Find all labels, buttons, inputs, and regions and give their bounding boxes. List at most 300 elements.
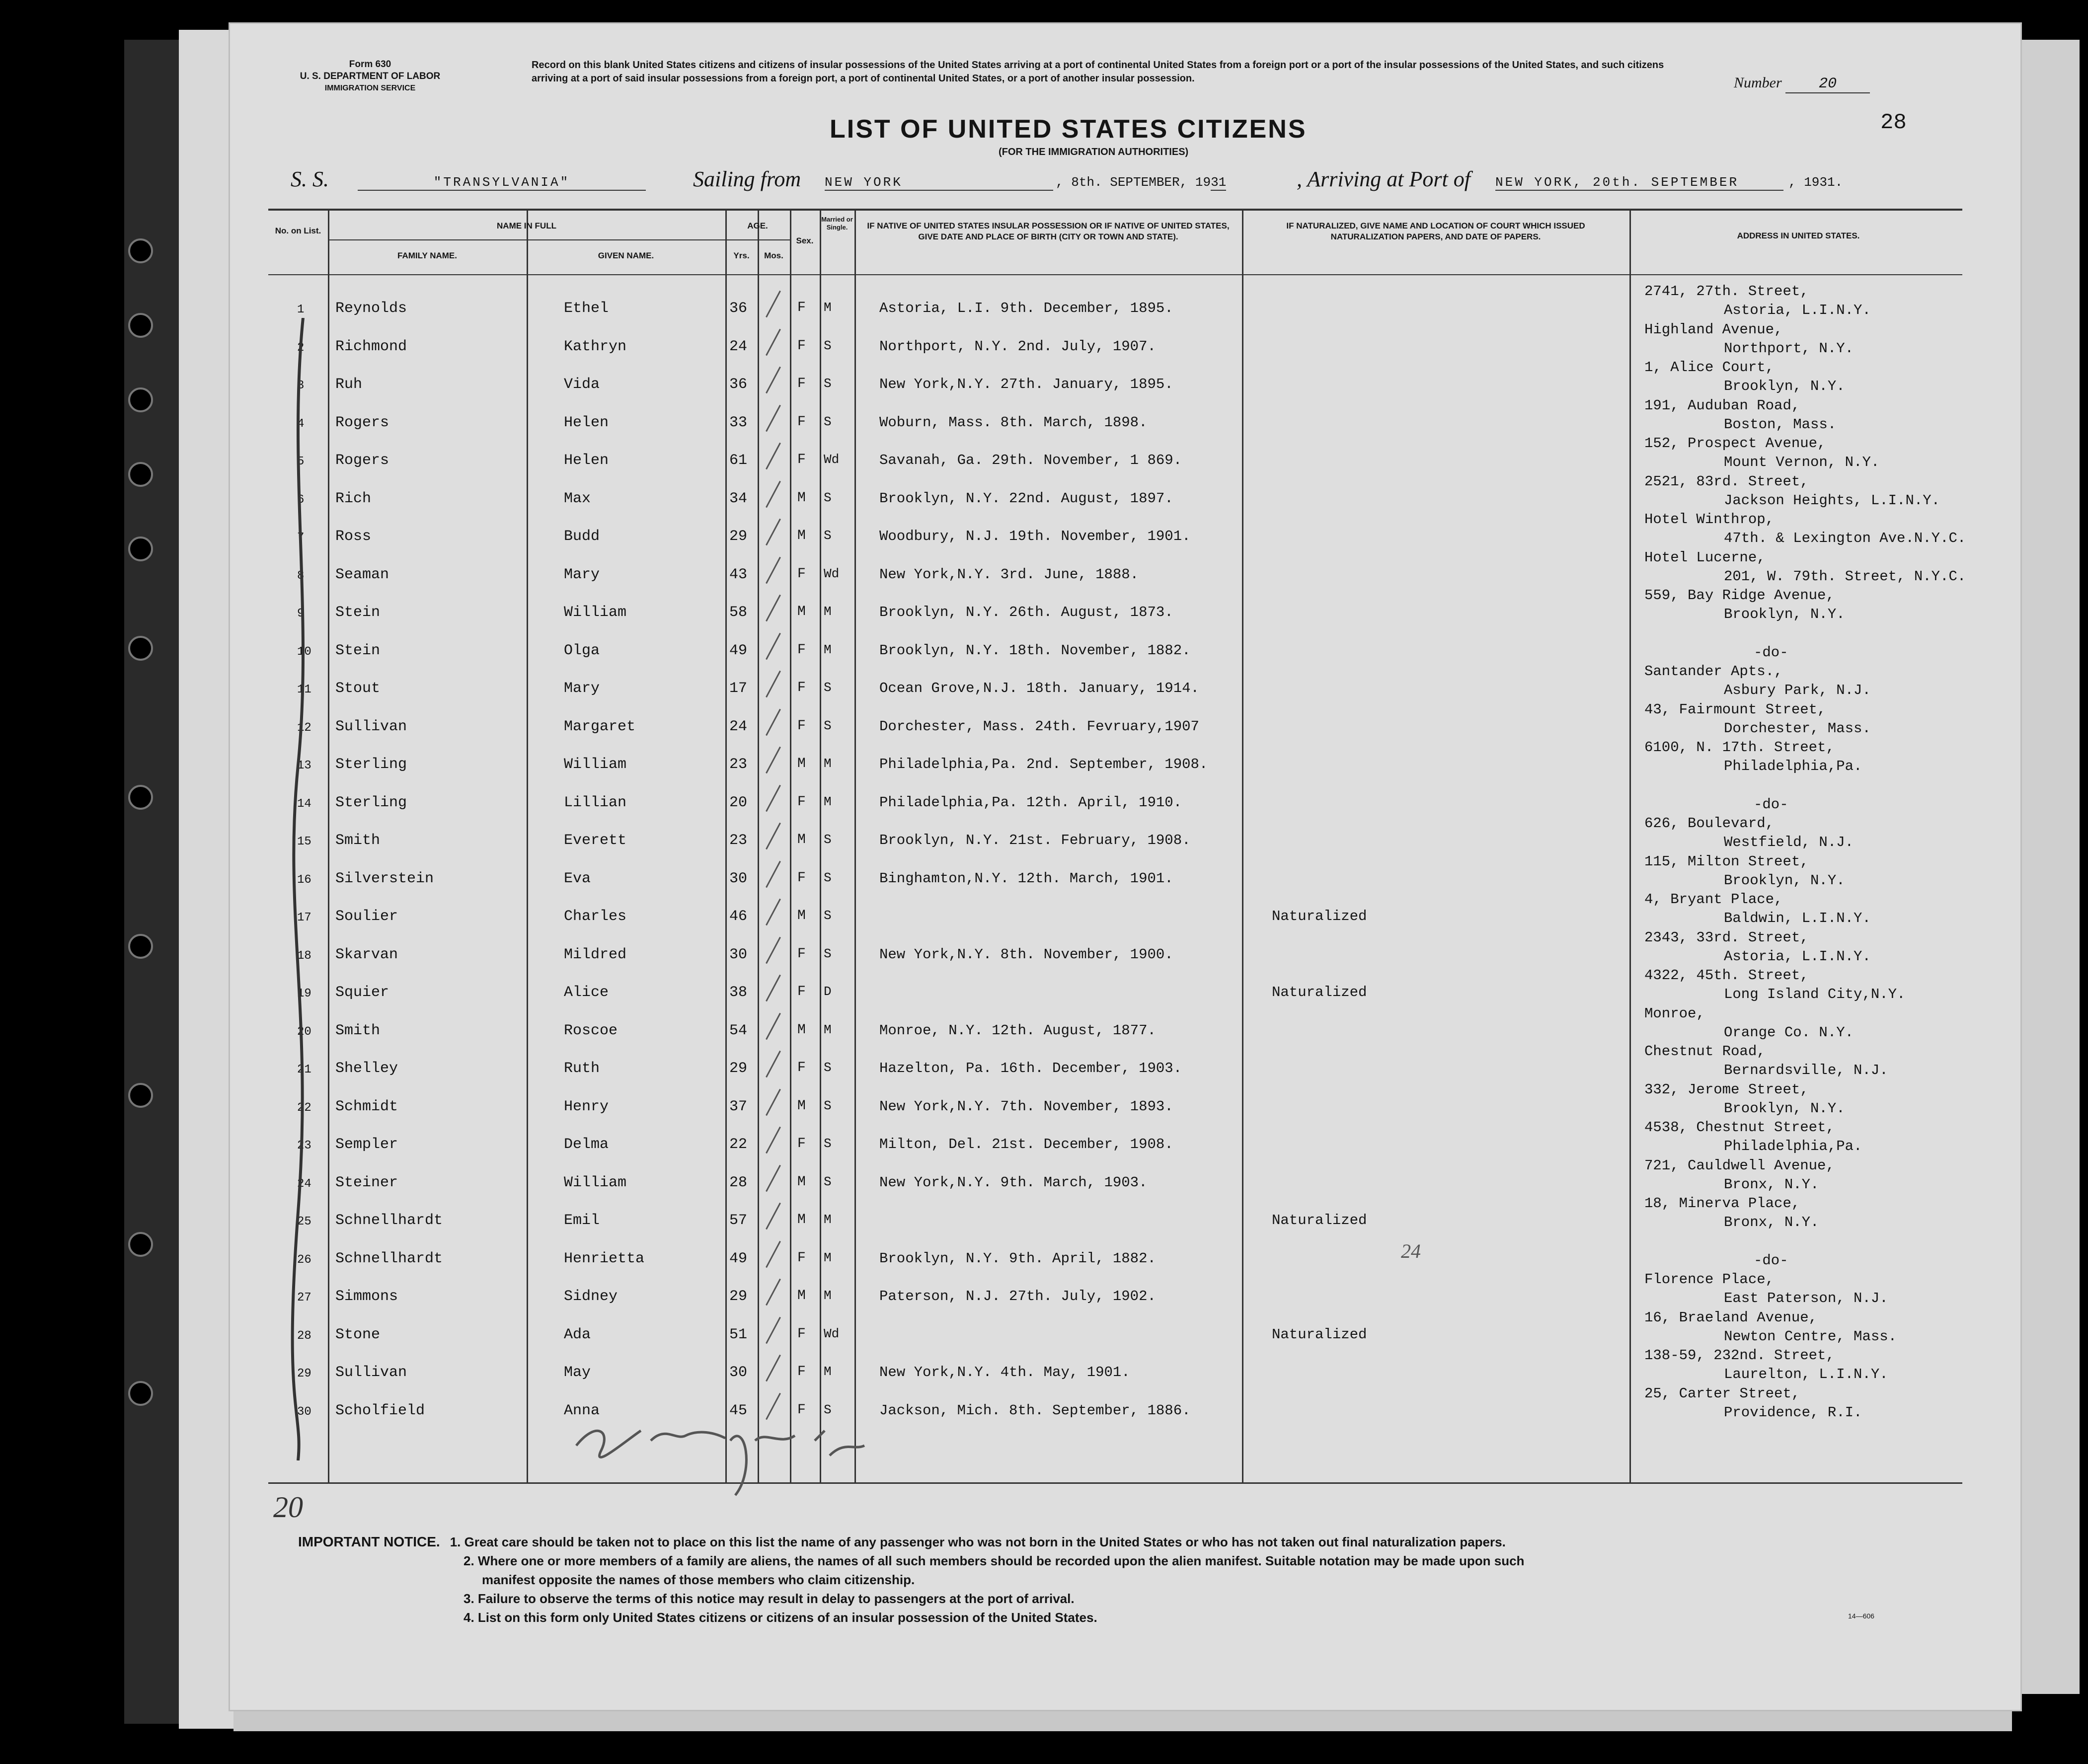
row-number: 7 xyxy=(297,531,305,544)
col-no: No. on List. xyxy=(275,226,321,235)
age-years: 46 xyxy=(729,908,748,925)
page-stack-bottom xyxy=(233,1711,2012,1731)
marital-status: M xyxy=(824,642,832,657)
given-name: Ethel xyxy=(564,300,609,317)
address-line-1: 1, Alice Court, xyxy=(1644,359,1775,376)
family-name: Schnellhardt xyxy=(335,1212,443,1229)
punch-hole xyxy=(128,636,153,661)
given-name: Olga xyxy=(564,642,600,659)
check-mark xyxy=(766,784,781,811)
birthplace-date: Milton, Del. 21st. December, 1908. xyxy=(879,1136,1173,1152)
print-code: 14—606 xyxy=(1848,1612,1874,1620)
sex: F xyxy=(797,1364,806,1380)
address-line-2: Brooklyn, N.Y. xyxy=(1724,378,1845,394)
address-line-2: Newton Centre, Mass. xyxy=(1724,1328,1897,1345)
age-years: 24 xyxy=(729,718,748,735)
address-line-1: 115, Milton Street, xyxy=(1644,853,1809,870)
check-mark xyxy=(766,480,781,507)
address-line-1: 332, Jerome Street, xyxy=(1644,1081,1809,1098)
address-line-2: Long Island City,N.Y. xyxy=(1724,986,1906,1002)
family-name: Schmidt xyxy=(335,1098,398,1115)
marital-status: D xyxy=(824,984,832,999)
age-years: 51 xyxy=(729,1326,748,1343)
arrival-year: , 1931. xyxy=(1788,175,1843,190)
address-line-2: Bronx, N.Y. xyxy=(1724,1214,1819,1230)
family-name: Stone xyxy=(335,1326,381,1343)
address-line-2: 201, W. 79th. Street, N.Y.C. xyxy=(1724,568,1966,585)
birthplace-date: Brooklyn, N.Y. 18th. November, 1882. xyxy=(879,642,1191,659)
marital-status: S xyxy=(824,338,832,353)
col-married: Married or Single. xyxy=(821,216,853,231)
sex: F xyxy=(797,300,806,315)
check-mark xyxy=(766,1316,781,1343)
age-years: 23 xyxy=(729,756,748,773)
birthplace-date: Binghamton,N.Y. 12th. March, 1901. xyxy=(879,870,1173,887)
given-name: Mildred xyxy=(564,946,627,963)
age-years: 38 xyxy=(729,984,748,1001)
row-number: 28 xyxy=(297,1329,311,1343)
birthplace-date: New York,N.Y. 9th. March, 1903. xyxy=(879,1174,1148,1191)
row-number: 24 xyxy=(297,1177,311,1191)
check-mark xyxy=(766,519,781,545)
given-name: Roscoe xyxy=(564,1022,618,1039)
check-mark xyxy=(766,291,781,317)
given-name: Charles xyxy=(564,908,627,925)
age-years: 29 xyxy=(729,1288,748,1305)
marital-status: S xyxy=(824,870,832,885)
check-mark xyxy=(766,1164,781,1191)
row-number: 22 xyxy=(297,1101,311,1115)
punch-hole xyxy=(128,934,153,959)
service: IMMIGRATION SERVICE xyxy=(324,84,416,92)
arriving-label: , Arriving at Port of xyxy=(1297,167,1470,191)
family-name: Scholfield xyxy=(335,1402,425,1419)
marital-status: S xyxy=(824,1098,832,1113)
punch-hole xyxy=(128,785,153,810)
row-number: 4 xyxy=(297,417,305,431)
table-row xyxy=(268,1235,1962,1273)
family-name: Smith xyxy=(335,1022,381,1039)
address-line-1: Highland Avenue, xyxy=(1644,321,1783,338)
punch-hole xyxy=(128,387,153,412)
birthplace-date: Paterson, N.J. 27th. July, 1902. xyxy=(879,1288,1156,1304)
table-row xyxy=(268,1007,1962,1045)
sex: F xyxy=(797,946,806,962)
family-name: Smith xyxy=(335,832,381,849)
sex: F xyxy=(797,870,806,886)
family-name: Simmons xyxy=(335,1288,398,1305)
address-line-1: 18, Minerva Place, xyxy=(1644,1195,1800,1212)
sex: M xyxy=(797,1174,806,1190)
sex: F xyxy=(797,566,806,582)
sex: F xyxy=(797,376,806,391)
sex: M xyxy=(797,1212,806,1227)
naturalization: Naturalized xyxy=(1272,984,1367,1000)
marital-status: S xyxy=(824,490,832,505)
table-row xyxy=(268,1349,1962,1387)
age-years: 29 xyxy=(729,1060,748,1077)
address-line-2: Astoria, L.I.N.Y. xyxy=(1724,302,1871,318)
given-name: Budd xyxy=(564,528,600,545)
address-line-1: 4, Bryant Place, xyxy=(1644,891,1783,908)
age-years: 34 xyxy=(729,490,748,507)
page-number: 28 xyxy=(1880,110,1907,135)
age-years: 30 xyxy=(729,870,748,887)
row-number: 2 xyxy=(297,341,305,355)
check-mark xyxy=(766,1203,781,1229)
marital-status: S xyxy=(824,376,832,391)
marital-status: S xyxy=(824,1402,832,1417)
family-name: Reynolds xyxy=(335,300,407,317)
row-number: 11 xyxy=(297,683,311,696)
page-subtitle: (FOR THE IMMIGRATION AUTHORITIES) xyxy=(999,147,1189,157)
row-number: 8 xyxy=(297,569,305,583)
family-name: Seaman xyxy=(335,566,389,583)
naturalization: Naturalized xyxy=(1272,1326,1367,1343)
marital-status: S xyxy=(824,832,832,847)
marital-status: M xyxy=(824,1212,832,1227)
number-field xyxy=(1734,75,1870,93)
table-row xyxy=(268,399,1962,437)
family-name: Sullivan xyxy=(335,1364,407,1381)
address-line-2: Dorchester, Mass. xyxy=(1724,720,1871,737)
row-number: 5 xyxy=(297,455,305,468)
col-birth: IF NATIVE OF UNITED STATES INSULAR POSSESSION OR IF NATIVE OF UNITED STATES, GIVE DATE AND PLACE OF BIRTH (CITY OR TOWN AND STATE). xyxy=(867,221,1230,241)
address-line-2: Mount Vernon, N.Y. xyxy=(1724,454,1880,470)
family-name: Steiner xyxy=(335,1174,398,1191)
check-mark xyxy=(766,404,781,431)
marital-status: M xyxy=(824,300,832,315)
age-years: 45 xyxy=(729,1402,748,1419)
given-name: Henry xyxy=(564,1098,609,1115)
row-number: 1 xyxy=(297,303,305,316)
number-value: 20 xyxy=(1785,76,1870,93)
naturalization: Naturalized xyxy=(1272,1212,1367,1228)
address-line-1: 191, Auduban Road, xyxy=(1644,397,1800,414)
row-number: 15 xyxy=(297,835,311,848)
sail-year-suffix: 31 xyxy=(1211,175,1227,190)
birthplace-date: Woodbury, N.J. 19th. November, 1901. xyxy=(879,528,1191,544)
age-years: 17 xyxy=(729,680,748,697)
birthplace-date: Jackson, Mich. 8th. September, 1886. xyxy=(879,1402,1191,1419)
table-row xyxy=(268,1273,1962,1311)
table-row xyxy=(268,855,1962,893)
row-number: 29 xyxy=(297,1367,311,1381)
birthplace-date: New York,N.Y. 27th. January, 1895. xyxy=(879,376,1173,392)
sex: F xyxy=(797,1326,806,1342)
col-given-name: GIVEN NAME. xyxy=(598,251,654,260)
family-name: Stein xyxy=(335,604,381,621)
age-years: 30 xyxy=(729,946,748,963)
birthplace-date: Dorchester, Mass. 24th. Fevruary,1907 xyxy=(879,718,1199,735)
birthplace-date: New York,N.Y. 8th. November, 1900. xyxy=(879,946,1173,963)
check-mark xyxy=(766,595,781,621)
address-line-1: 25, Carter Street, xyxy=(1644,1385,1800,1402)
given-name: William xyxy=(564,1174,627,1191)
table-row xyxy=(268,1387,1962,1425)
age-years: 58 xyxy=(729,604,748,621)
sex: F xyxy=(797,1060,806,1075)
birthplace-date: Brooklyn, N.Y. 9th. April, 1882. xyxy=(879,1250,1156,1267)
given-name: Margaret xyxy=(564,718,636,735)
check-mark xyxy=(766,975,781,1001)
address-line-2: Bronx, N.Y. xyxy=(1724,1176,1819,1193)
address-line-2: Baldwin, L.I.N.Y. xyxy=(1724,910,1871,926)
given-name: Helen xyxy=(564,452,609,469)
table-row xyxy=(268,893,1962,931)
sex: F xyxy=(797,414,806,430)
given-name: Max xyxy=(564,490,591,507)
row-number: 12 xyxy=(297,721,311,735)
check-mark xyxy=(766,860,781,887)
check-mark xyxy=(766,823,781,849)
table-row xyxy=(268,741,1962,779)
family-name: Soulier xyxy=(335,908,398,925)
age-years: 36 xyxy=(729,376,748,393)
given-name: Everett xyxy=(564,832,627,849)
address-line-2: Brooklyn, N.Y. xyxy=(1724,872,1845,889)
age-years: 28 xyxy=(729,1174,748,1191)
row-number: 21 xyxy=(297,1063,311,1076)
notice-heading: IMPORTANT NOTICE. xyxy=(298,1534,440,1549)
address-line-2: Brooklyn, N.Y. xyxy=(1724,606,1845,622)
birthplace-date: New York,N.Y. 3rd. June, 1888. xyxy=(879,566,1139,583)
notice-item-2: 2. Where one or more members of a family are aliens, the names of all such members should be recorded upon the alien manifest. Suitable notation may be made upon such xyxy=(464,1553,1525,1568)
check-mark xyxy=(766,671,781,697)
sex: M xyxy=(797,1022,806,1038)
address-line-2: Philadelphia,Pa. xyxy=(1724,1138,1862,1154)
departure-port: NEW YORK xyxy=(825,175,1053,191)
sailing-label: Sailing from xyxy=(693,167,801,191)
notice-item-3: 3. Failure to observe the terms of this notice may result in delay to passengers at the port of arrival. xyxy=(464,1591,1075,1606)
age-years: 23 xyxy=(729,832,748,849)
family-name: Schnellhardt xyxy=(335,1250,443,1267)
table-row xyxy=(268,779,1962,817)
marital-status: S xyxy=(824,908,832,923)
given-name: Mary xyxy=(564,680,600,697)
birthplace-date: Philadelphia,Pa. 12th. April, 1910. xyxy=(879,794,1182,811)
address-line-1: Florence Place, xyxy=(1644,1271,1775,1288)
sex: F xyxy=(797,1250,806,1266)
sail-date-text: , 8th. SEPTEMBER, 19 xyxy=(1056,175,1211,190)
given-name: Eva xyxy=(564,870,591,887)
age-years: 33 xyxy=(729,414,748,431)
sex: F xyxy=(797,642,806,658)
address-line-1: Chestnut Road, xyxy=(1644,1043,1766,1060)
age-years: 36 xyxy=(729,300,748,317)
punch-hole xyxy=(128,1083,153,1108)
birthplace-date: Monroe, N.Y. 12th. August, 1877. xyxy=(879,1022,1156,1039)
marital-status: S xyxy=(824,1136,832,1151)
table-row xyxy=(268,1083,1962,1121)
address-line-2: -do- xyxy=(1754,796,1788,813)
address-line-1: Hotel Lucerne, xyxy=(1644,549,1766,566)
row-number: 25 xyxy=(297,1215,311,1228)
marital-status: M xyxy=(824,1022,832,1037)
age-years: 24 xyxy=(729,338,748,355)
sex: M xyxy=(797,756,806,771)
marital-status: M xyxy=(824,794,832,809)
table-row xyxy=(268,323,1962,361)
binder-edge xyxy=(179,30,233,1729)
given-name: Delma xyxy=(564,1136,609,1153)
sex: M xyxy=(797,490,806,506)
sail-date xyxy=(1056,175,1226,191)
table-row xyxy=(268,817,1962,855)
table-row xyxy=(268,1045,1962,1083)
birthplace-date: Brooklyn, N.Y. 22nd. August, 1897. xyxy=(879,490,1173,507)
given-name: William xyxy=(564,604,627,621)
birthplace-date: Northport, N.Y. 2nd. July, 1907. xyxy=(879,338,1156,355)
check-mark xyxy=(766,1012,781,1039)
punch-hole xyxy=(128,462,153,487)
marital-status: S xyxy=(824,414,832,429)
row-number: 6 xyxy=(297,493,305,507)
row-number: 27 xyxy=(297,1291,311,1304)
address-line-2: Northport, N.Y. xyxy=(1724,340,1854,357)
ship-name: "TRANSYLVANIA" xyxy=(358,175,646,191)
punch-hole xyxy=(128,1232,153,1257)
address-line-2: -do- xyxy=(1754,644,1788,661)
given-name: Vida xyxy=(564,376,600,393)
check-mark xyxy=(766,708,781,735)
check-mark xyxy=(766,1279,781,1305)
address-line-2: -do- xyxy=(1754,1252,1788,1269)
number-label: Number xyxy=(1734,75,1782,91)
row-number: 18 xyxy=(297,949,311,963)
address-line-1: Hotel Winthrop, xyxy=(1644,511,1775,528)
sex: F xyxy=(797,1402,806,1418)
row-number: 26 xyxy=(297,1253,311,1267)
margin-pen-marks xyxy=(268,318,338,1460)
table-row xyxy=(268,1121,1962,1159)
col-yrs: Yrs. xyxy=(733,251,750,260)
marital-status: Wd xyxy=(824,452,840,467)
table-row xyxy=(268,437,1962,475)
address-line-1: 2741, 27th. Street, xyxy=(1644,283,1809,300)
address-line-2: Laurelton, L.I.N.Y. xyxy=(1724,1366,1888,1382)
birthplace-date: New York,N.Y. 7th. November, 1893. xyxy=(879,1098,1173,1115)
notice-item-4: 4. List on this form only United States citizens or citizens of an insular possession of the United States. xyxy=(464,1610,1097,1625)
col-family-name: FAMILY NAME. xyxy=(397,251,457,260)
form-header-block xyxy=(288,59,452,94)
birthplace-date: Astoria, L.I. 9th. December, 1895. xyxy=(879,300,1173,316)
handwritten-signature xyxy=(566,1411,874,1510)
row-number: 19 xyxy=(297,987,311,1000)
family-name: Silverstein xyxy=(335,870,434,887)
notice-item-2b: manifest opposite the names of those members who claim citizenship. xyxy=(482,1572,915,1587)
table-row xyxy=(268,475,1962,513)
given-name: Ada xyxy=(564,1326,591,1343)
age-years: 43 xyxy=(729,566,748,583)
address-line-2: Asbury Park, N.J. xyxy=(1724,682,1871,698)
address-line-2: Boston, Mass. xyxy=(1724,416,1837,433)
col-mos: Mos. xyxy=(764,251,783,260)
important-notice xyxy=(298,1533,1524,1627)
col-naturalized: IF NATURALIZED, GIVE NAME AND LOCATION OF COURT WHICH ISSUED NATURALIZATION PAPERS, AND DATE OF PAPERS. xyxy=(1286,221,1585,241)
col-name-in-full: NAME IN FULL xyxy=(497,221,556,230)
table-row xyxy=(268,549,1966,589)
family-name: Shelley xyxy=(335,1060,398,1077)
table-row xyxy=(268,703,1962,741)
sex: F xyxy=(797,794,806,810)
family-name: Rogers xyxy=(335,414,389,431)
check-mark xyxy=(766,1051,781,1077)
table-row xyxy=(268,1159,1962,1197)
punch-hole xyxy=(128,313,153,338)
age-years: 30 xyxy=(729,1364,748,1381)
marital-status: M xyxy=(824,756,832,771)
row-number: 13 xyxy=(297,759,311,772)
address-line-1: 43, Fairmount Street, xyxy=(1644,701,1826,718)
address-line-2: Brooklyn, N.Y. xyxy=(1724,1100,1845,1117)
row-number: 30 xyxy=(297,1405,311,1419)
check-mark xyxy=(766,1240,781,1267)
check-mark xyxy=(766,1088,781,1115)
address-line-1: 721, Cauldwell Avenue, xyxy=(1644,1157,1835,1174)
table-row xyxy=(268,931,1962,969)
sex: F xyxy=(797,680,806,695)
punch-hole xyxy=(128,1381,153,1406)
sex: M xyxy=(797,1098,806,1114)
given-name: May xyxy=(564,1364,591,1381)
punch-hole xyxy=(128,537,153,561)
sex: M xyxy=(797,604,806,619)
row-number: 3 xyxy=(297,379,305,392)
marital-status: M xyxy=(824,1250,832,1265)
table-row xyxy=(268,1311,1962,1349)
age-years: 22 xyxy=(729,1136,748,1153)
header-subdivider xyxy=(328,239,725,240)
form-number: Form 630 xyxy=(349,59,391,70)
check-mark xyxy=(766,747,781,773)
given-name: Lillian xyxy=(564,794,627,811)
address-line-1: Monroe, xyxy=(1644,1005,1705,1022)
birthplace-date: Woburn, Mass. 8th. March, 1898. xyxy=(879,414,1148,431)
address-line-1: 626, Boulevard, xyxy=(1644,815,1775,832)
given-name: Ruth xyxy=(564,1060,600,1077)
address-line-1: 152, Prospect Avenue, xyxy=(1644,435,1826,452)
sex: F xyxy=(797,1136,806,1151)
department: U. S. DEPARTMENT OF LABOR xyxy=(300,71,441,81)
given-name: Emil xyxy=(564,1212,600,1229)
given-name: Sidney xyxy=(564,1288,618,1305)
table-row xyxy=(268,627,1962,665)
address-line-1: Santander Apts., xyxy=(1644,663,1783,680)
col-sex: Sex. xyxy=(796,236,814,245)
family-name: Sullivan xyxy=(335,718,407,735)
marital-status: Wd xyxy=(824,1326,840,1341)
table-row xyxy=(268,285,1962,323)
marital-status: M xyxy=(824,1364,832,1379)
age-years: 61 xyxy=(729,452,748,469)
arrival-port: NEW YORK, 20th. SEPTEMBER xyxy=(1495,175,1783,191)
given-name: William xyxy=(564,756,627,773)
address-line-2: Westfield, N.J. xyxy=(1724,834,1854,850)
check-mark xyxy=(766,556,781,583)
table-row xyxy=(268,1197,1962,1235)
ss-label: S. S. xyxy=(291,167,329,191)
sex: M xyxy=(797,908,806,923)
birthplace-date: Savanah, Ga. 29th. November, 1 869. xyxy=(879,452,1182,468)
check-mark xyxy=(766,367,781,393)
table-row xyxy=(268,361,1962,399)
address-line-2: East Paterson, N.J. xyxy=(1724,1290,1888,1306)
given-name: Kathryn xyxy=(564,338,627,355)
marital-status: M xyxy=(824,1288,832,1303)
naturalization: Naturalized xyxy=(1272,908,1367,924)
marital-status: S xyxy=(824,946,832,961)
